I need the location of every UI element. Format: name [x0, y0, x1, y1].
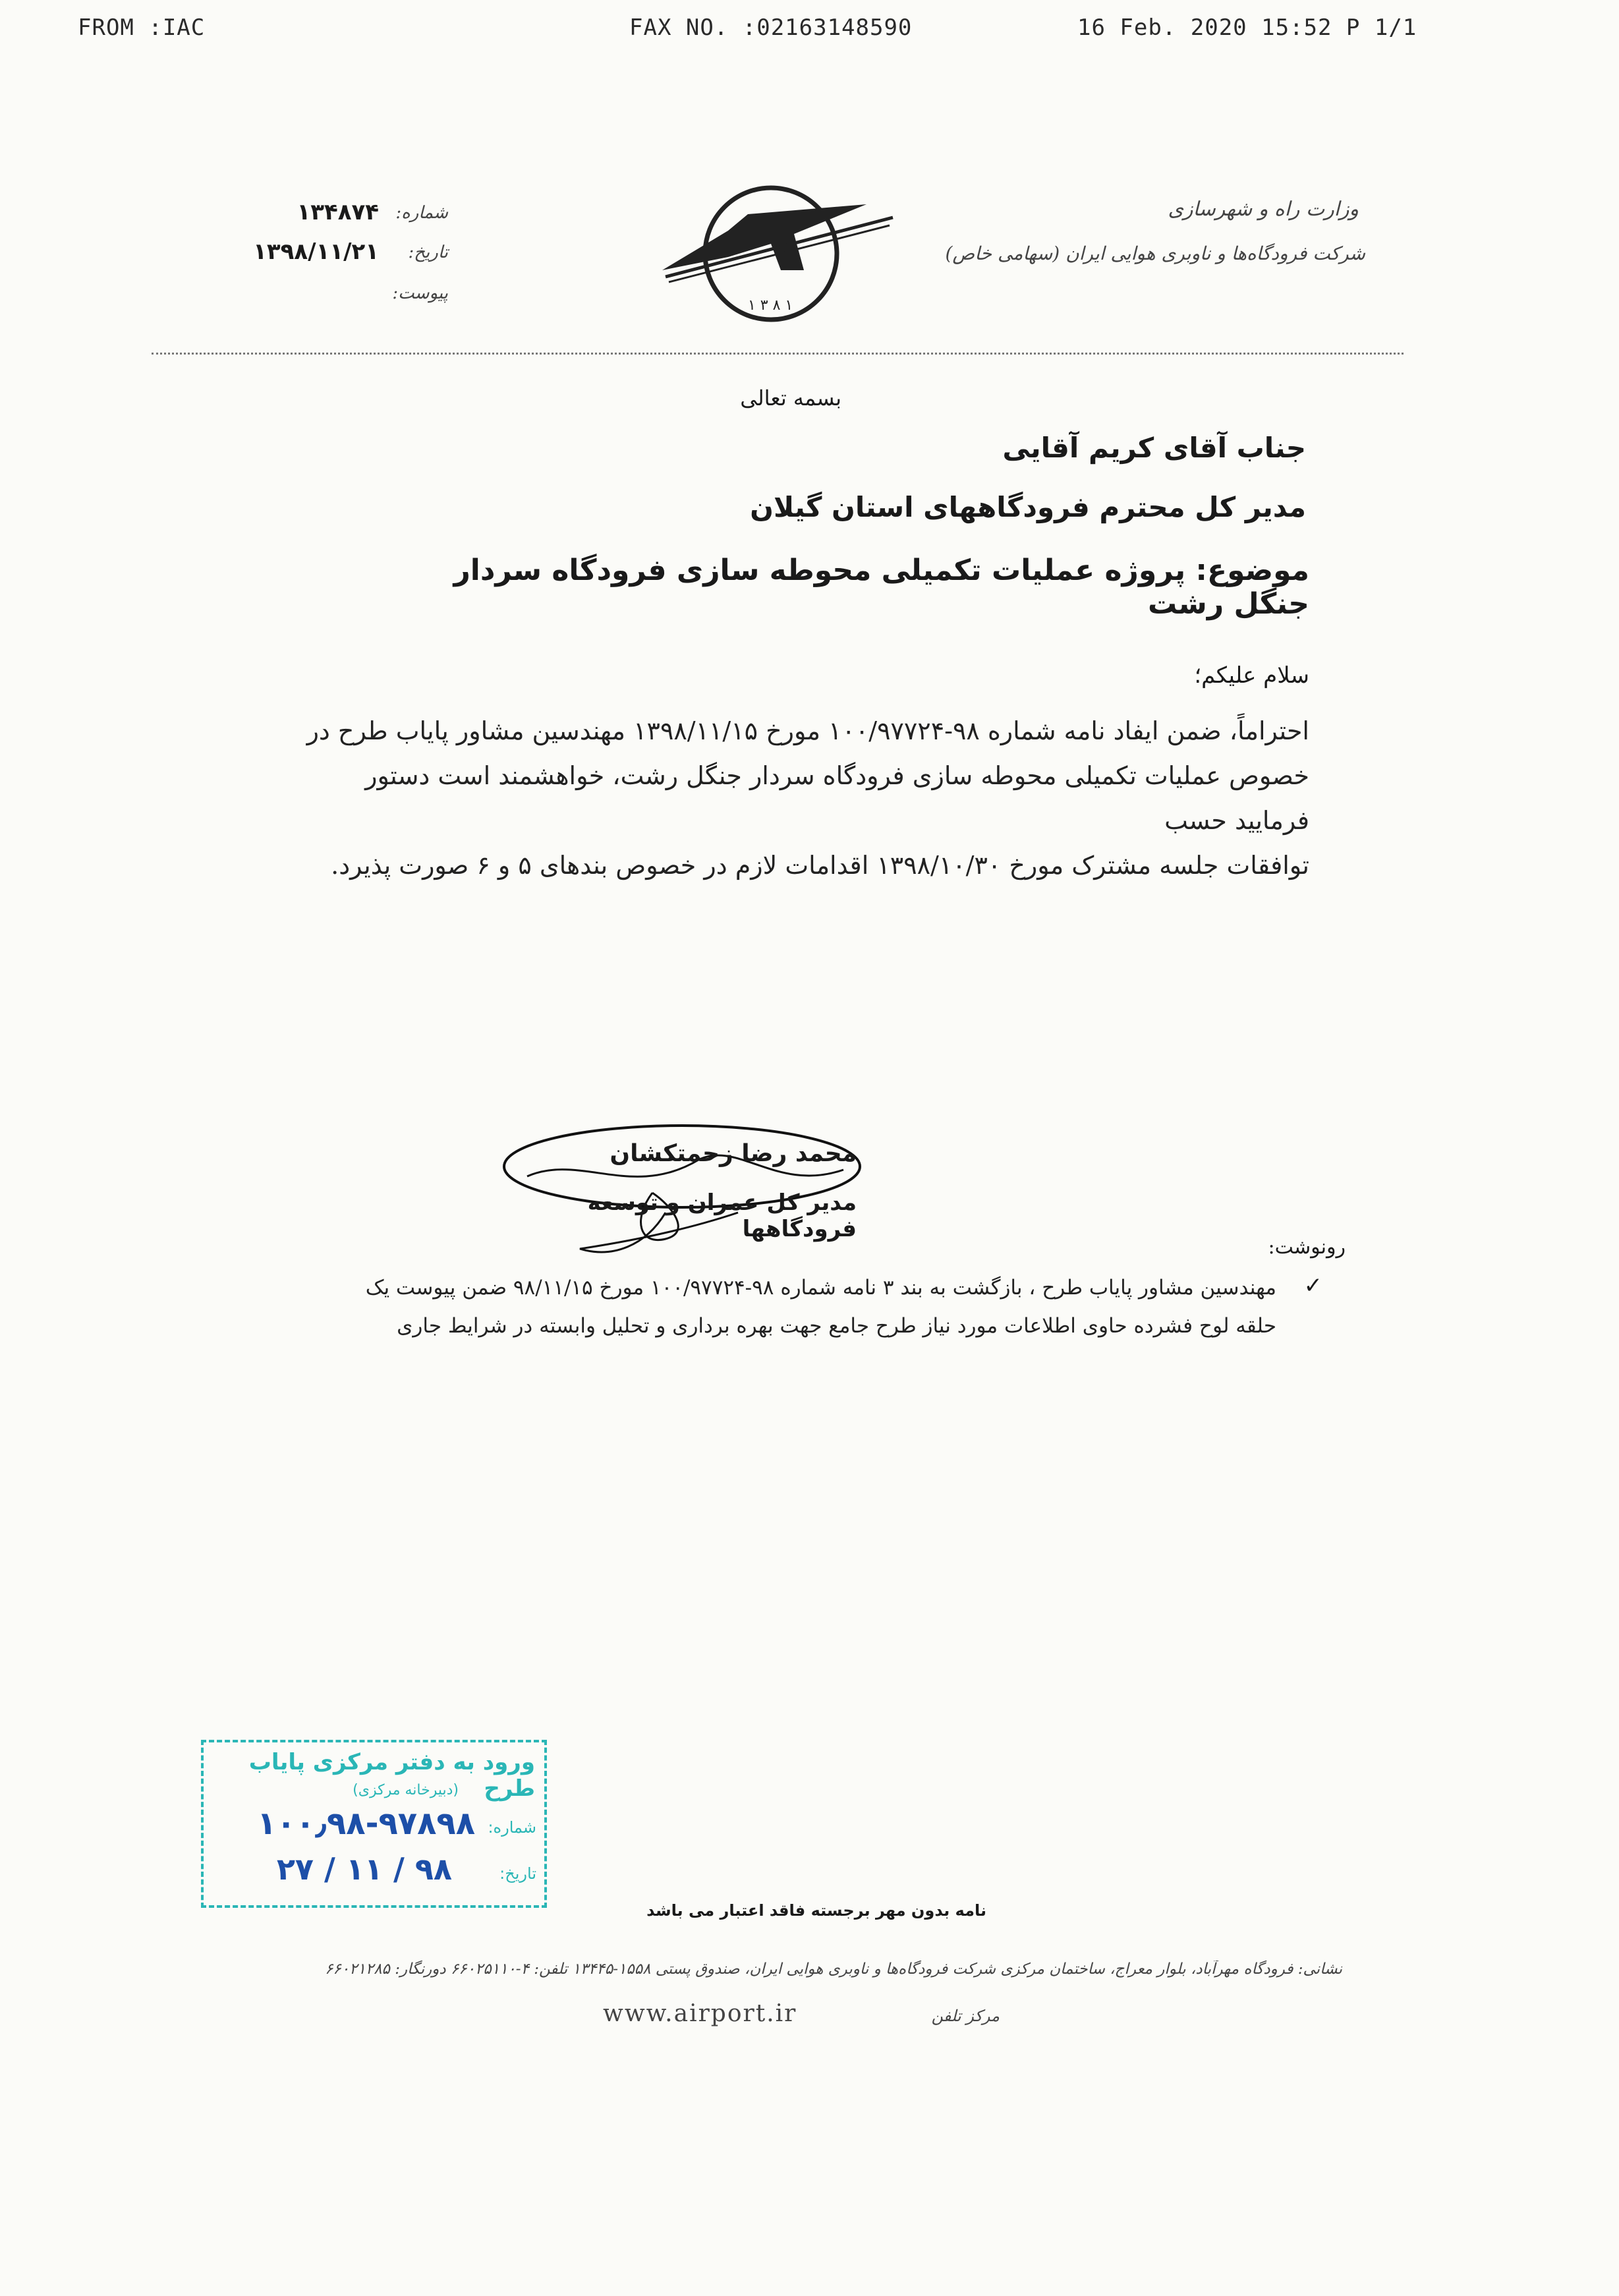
date-label: تاریخ: — [408, 243, 448, 262]
stamp-number-value: ۱۰۰٫۹۸-۹۷۸۹۸ — [257, 1805, 475, 1842]
company-address: نشانی: فرودگاه مهرآباد، بلوار معراج، ساختمان مرکزی شرکت فرودگاه‌ها و ناوبری هوایی ایران، صندوق پستی ۱۵۵۸-۱۳۴۴۵ تلفن: ۴-۶۶۰۲۵۱۱۰ دورنگار: ۶۶۰۲۱۲۸۵ — [325, 1961, 1342, 1978]
ministry-name: وزارت راه و شهرسازی — [1168, 198, 1359, 221]
svg-text:۱ ۳ ۸ ۱: ۱ ۳ ۸ ۱ — [748, 297, 793, 314]
body-line: خصوص عملیات تکمیلی محوطه سازی فرودگاه سردار جنگل رشت، خواهشمند است دستور فرمایید حسب — [365, 761, 1309, 835]
signer-name: محمد رضا زحمتکشان — [610, 1140, 857, 1167]
header-divider — [152, 353, 1404, 355]
body-line: توافقات جلسه مشترک مورخ ۱۳۹۸/۱۰/۳۰ اقدامات لازم در خصوص بندهای ۵ و ۶ صورت پذیرد. — [331, 851, 1309, 880]
fax-number: FAX NO. :02163148590 — [629, 14, 913, 41]
fax-date-page: 16 Feb. 2020 15:52 P 1/1 — [1077, 14, 1417, 41]
body-line: احتراماً، ضمن ایفاد نامه شماره ۹۸-۱۰۰/۹۷۷۲۴ مورخ ۱۳۹۸/۱۱/۱۵ مهندسین مشاور پایاب طرح در — [306, 716, 1309, 745]
signature-block — [501, 1114, 896, 1272]
greeting: سلام علیکم؛ — [1194, 662, 1309, 689]
cc-label: رونوشت: — [1268, 1236, 1346, 1259]
recipient-title: مدیر کل محترم فرودگاههای استان گیلان — [750, 491, 1306, 523]
stamp-number-label: شماره: — [488, 1818, 536, 1837]
cc-line: حلقه لوح فشرده حاوی اطلاعات مورد نیاز طرح جامع جهت بهره برداری و تحلیل وابسته در شرایط جاری — [397, 1314, 1276, 1338]
date-value: ۱۳۹۸/۱۱/۲۱ — [253, 239, 379, 265]
attachment-label: پیوست: — [392, 283, 448, 303]
validity-notice: نامه بدون مهر برجسته فاقد اعتبار می باشد — [646, 1901, 986, 1920]
basmala: بسمه تعالی — [740, 386, 841, 411]
website-url: www.airport.ir — [603, 2000, 797, 2027]
company-name: شرکت فرودگاه‌ها و ناوبری هوایی ایران (سهامی خاص) — [945, 243, 1365, 264]
letterhead — [0, 0, 1619, 369]
stamp-date-label: تاریخ: — [499, 1864, 536, 1883]
number-value: ۱۳۴۸۷۴ — [297, 199, 379, 225]
stamp-date-value: ۹۸ / ۱۱ / ۲۷ — [276, 1851, 452, 1887]
fax-from: FROM :IAC — [78, 14, 206, 41]
stamp-title: ورود به دفتر مرکزی پایاب طرح — [248, 1749, 535, 1802]
reference-block — [217, 198, 448, 310]
signer-title: مدیر کل عمران و توسعه فرودگاهها — [587, 1190, 857, 1242]
check-icon: ✓ — [1303, 1273, 1322, 1299]
body-paragraph — [301, 708, 1309, 888]
cc-block — [314, 1269, 1322, 1345]
subject-line: موضوع: پروژه عملیات تکمیلی محوطه سازی فرودگاه سردار جنگل رشت — [453, 554, 1309, 621]
number-label: شماره: — [395, 203, 448, 223]
recipient-name: جناب آقای کریم آقایی — [1002, 432, 1306, 464]
website-label: مرکز تلفن — [931, 2007, 1000, 2025]
cc-line: مهندسین مشاور پایاب طرح ، بازگشت به بند ۳ نامه شماره ۹۸-۱۰۰/۹۷۷۲۴ مورخ ۹۸/۱۱/۱۵ ضمن پیوست یک — [365, 1276, 1276, 1300]
stamp-subtitle: (دبیرخانه مرکزی) — [353, 1782, 459, 1798]
receipt-stamp — [201, 1740, 547, 1908]
